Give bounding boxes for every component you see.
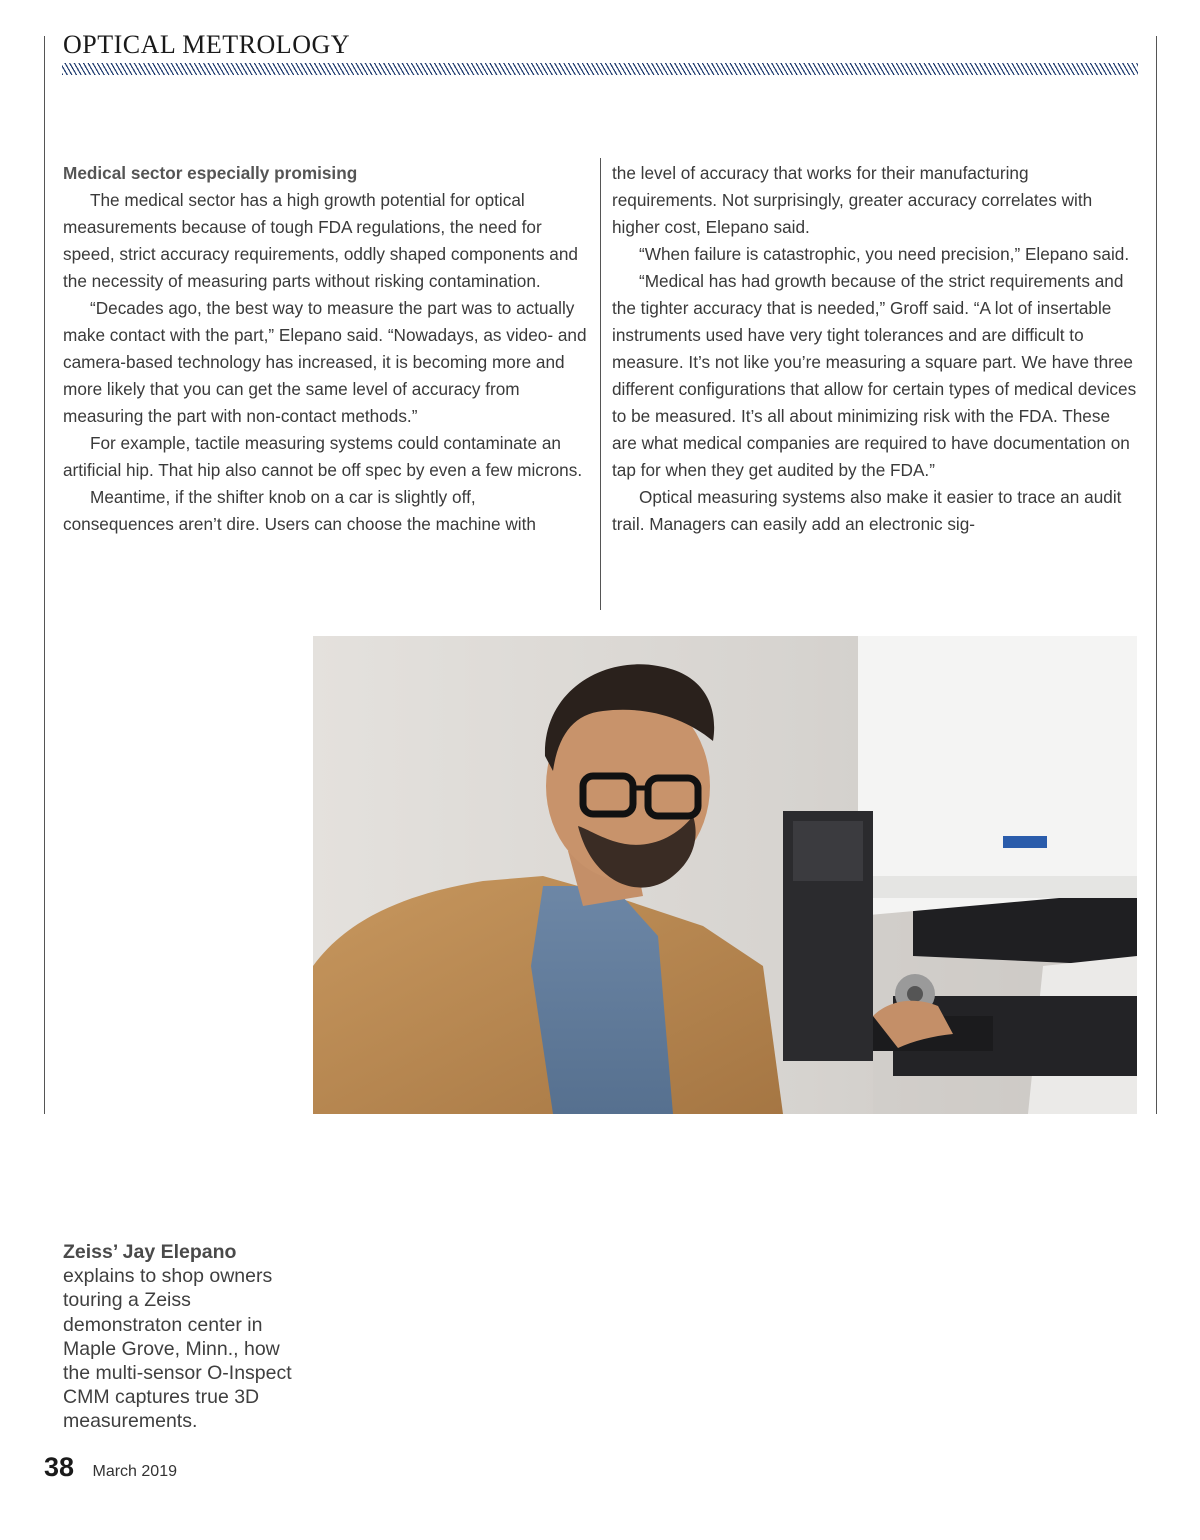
right-margin-rule xyxy=(1156,36,1157,1114)
article-paragraph: Meantime, if the shifter knob on a car is slightly off, consequences aren’t dire. Users can choose the machine with xyxy=(63,487,536,534)
article-paragraph: For example, tactile measuring systems could contaminate an artificial hip. That hip also cannot be off spec by even a few microns. xyxy=(63,433,583,480)
column-divider xyxy=(600,158,601,610)
article-paragraph-continued: the level of accuracy that works for their manufacturing requirements. Not surprisingly, greater accuracy correlates with higher cost, Elepano said. xyxy=(612,163,1093,237)
section-heading: Medical sector especially promising xyxy=(63,163,358,183)
caption-body: explains to shop owners touring a Zeiss demonstraton center in Maple Grove, Minn., how the multi-sensor O-Inspect CMM captures true 3D measurements. xyxy=(63,1265,292,1433)
article-paragraph: Optical measuring systems also make it easier to trace an audit trail. Managers can easily add an electronic sig- xyxy=(612,487,1122,534)
issue-date: March 2019 xyxy=(92,1463,177,1480)
caption-lead: Zeiss’ Jay Elepano xyxy=(63,1241,237,1263)
zeiss-logo-icon xyxy=(1003,836,1047,848)
hatched-header-bar xyxy=(62,63,1138,75)
article-paragraph: “When failure is catastrophic, you need precision,” Elepano said. xyxy=(639,244,1130,264)
photo-caption xyxy=(63,1240,293,1434)
article-photo xyxy=(313,636,1137,1114)
article-paragraph: The medical sector has a high growth potential for optical measurements because of tough FDA regulations, the need for speed, strict accuracy requirements, oddly shaped components and the necessity of measuring parts without risking contamination. xyxy=(63,190,578,291)
page-number: 38 xyxy=(44,1452,75,1482)
folio xyxy=(44,1452,177,1483)
photo-illustration xyxy=(313,636,1137,1114)
section-title: OPTICAL METROLOGY xyxy=(63,30,351,59)
article-paragraph: “Medical has had growth because of the strict requirements and the tighter accuracy that is needed,” Groff said. “A lot of insertable instruments used have very tight tolerances and are difficult to measure. It’s not like you’re measuring a square part. We have three different configurations that allow for certain types of medical devices to be measured. It’s all about minimizing risk with the FDA. These are what medical companies are required to have documentation on tap for when they get audited by the FDA.” xyxy=(612,271,1137,480)
article-paragraph: “Decades ago, the best way to measure the part was to actually make contact with the part,” Elepano said. “Nowadays, as video- and camera-based technology has increased, it is becoming more and more likely that you can get the same level of accuracy from measuring the part with non-contact methods.” xyxy=(63,298,587,426)
article-column-1 xyxy=(63,160,588,538)
left-margin-rule xyxy=(44,36,45,1114)
article-column-2 xyxy=(612,160,1137,538)
